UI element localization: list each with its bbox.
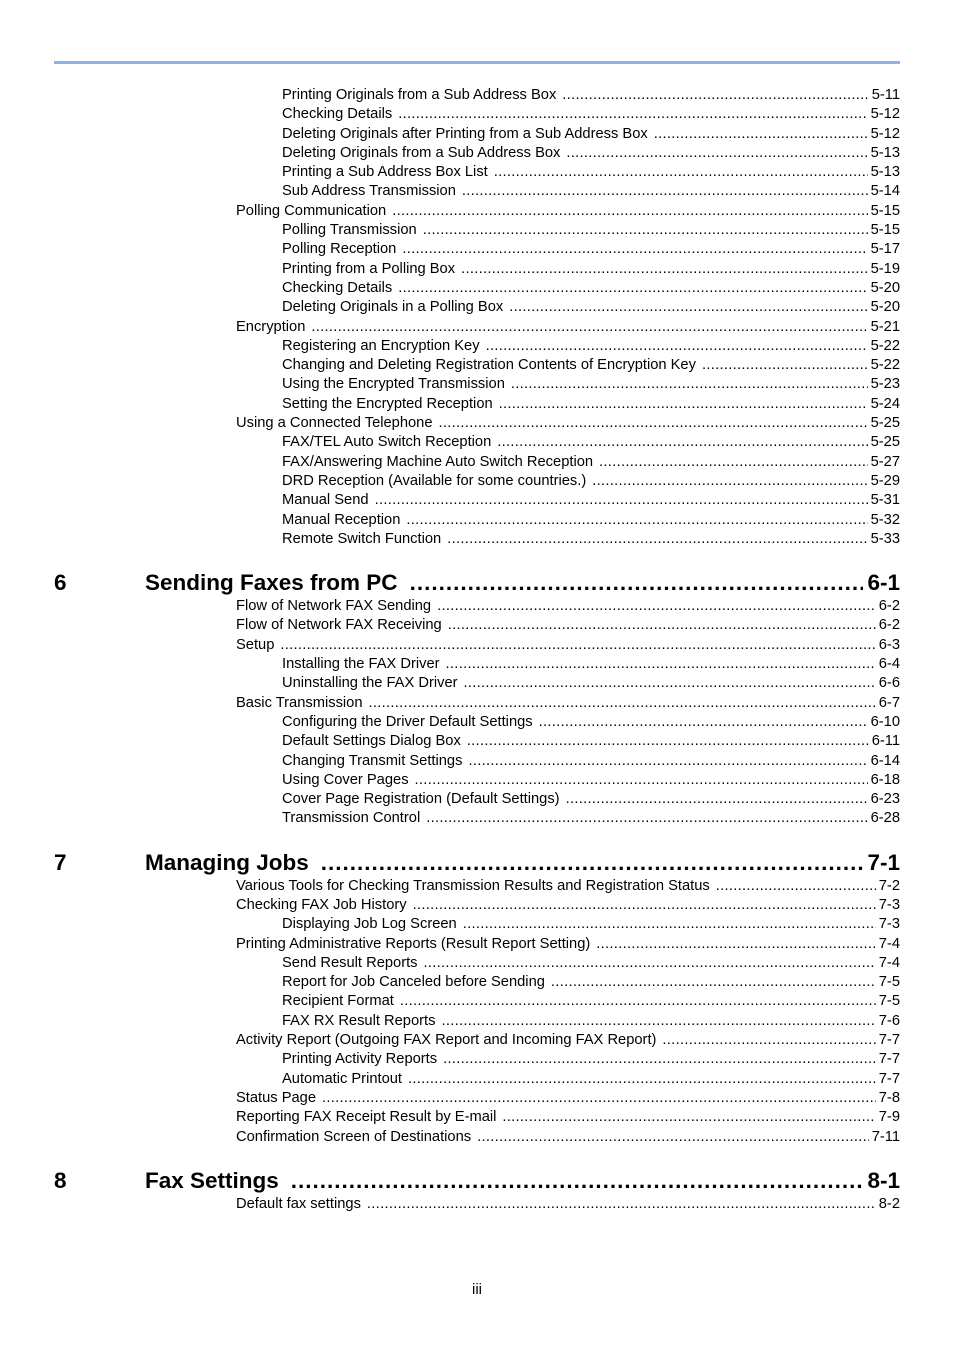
dot-leader (402, 240, 867, 259)
toc-entry-page: 6-6 (878, 675, 900, 692)
toc-subsection-entry[interactable] (282, 973, 900, 992)
dot-leader (447, 530, 867, 549)
dot-leader (566, 144, 867, 163)
dot-leader (423, 221, 868, 240)
toc-subsection-entry[interactable] (282, 182, 900, 201)
toc-section-entry[interactable] (236, 1031, 900, 1050)
dot-leader (446, 655, 876, 674)
chapter-page: 7-1 (867, 849, 900, 875)
toc-subsection-entry[interactable] (282, 674, 900, 693)
toc-subsection-entry[interactable] (282, 491, 900, 510)
toc-entry-title: Report for Job Canceled before Sending (282, 974, 545, 991)
chapter-title: Fax Settings (145, 1167, 279, 1193)
toc-entry-title: Status Page (236, 1089, 317, 1106)
toc-entry-page: 5-12 (870, 106, 900, 123)
dot-leader (424, 954, 876, 973)
toc-entry-title: Default fax settings (236, 1195, 361, 1212)
toc-entry-title: Displaying Job Log Screen (282, 916, 457, 933)
toc-chapter-heading[interactable] (54, 569, 900, 597)
dot-leader (592, 472, 867, 491)
toc-subsection-entry[interactable] (282, 752, 900, 771)
toc-entry-page: 5-25 (870, 434, 900, 451)
toc-entry-title: Using Cover Pages (282, 771, 409, 788)
toc-entry-page: 5-13 (870, 144, 900, 161)
toc-entry-title: Printing Administrative Reports (Result Report Setting) (236, 935, 591, 952)
toc-entry-title: Uninstalling the FAX Driver (282, 675, 458, 692)
toc-entry-page: 5-23 (870, 376, 900, 393)
toc-entry-title: Using the Encrypted Transmission (282, 376, 505, 393)
toc-subsection-entry[interactable] (282, 260, 900, 279)
dot-leader (562, 86, 868, 105)
dot-leader (375, 491, 868, 510)
toc-entry-page: 7-4 (878, 954, 900, 971)
toc-entry-page: 5-14 (870, 183, 900, 200)
toc-entry-title: Transmission Control (282, 810, 421, 827)
toc-section-entry[interactable] (236, 636, 900, 655)
toc-entry-title: DRD Reception (Available for some countries.) (282, 472, 587, 489)
dot-leader (494, 163, 868, 182)
toc-subsection-entry[interactable] (282, 105, 900, 124)
header-rule (54, 61, 900, 64)
dot-leader (463, 915, 876, 934)
toc-entry-page: 7-7 (878, 1051, 900, 1068)
toc-entry-page: 6-23 (870, 791, 900, 808)
toc-entry-title: Various Tools for Checking Transmission Results and Registration Status (236, 877, 710, 894)
toc-entry-page: 7-5 (878, 974, 900, 991)
dot-leader (437, 597, 876, 616)
toc-entry-page: 7-6 (878, 1012, 900, 1029)
toc-subsection-entry[interactable] (282, 375, 900, 394)
dot-leader (702, 356, 868, 375)
dot-leader (369, 694, 876, 713)
toc-section-entry[interactable] (236, 1195, 900, 1214)
toc-subsection-entry[interactable] (282, 240, 900, 259)
toc-entry-page: 5-20 (870, 299, 900, 316)
toc-entry-title: Manual Reception (282, 511, 401, 528)
toc-entry-title: Encryption (236, 318, 306, 335)
dot-leader (486, 337, 868, 356)
toc-entry-page: 5-25 (870, 415, 900, 432)
toc-entry-title: Changing Transmit Settings (282, 752, 463, 769)
dot-leader (509, 298, 867, 317)
toc-section-entry[interactable] (236, 616, 900, 635)
dot-leader (280, 636, 875, 655)
dot-leader (367, 1195, 876, 1214)
dot-leader (406, 511, 867, 530)
toc-entry-page: 7-5 (878, 993, 900, 1010)
toc-entry-page: 5-22 (870, 337, 900, 354)
toc-entry-page: 7-3 (878, 916, 900, 933)
dot-leader (415, 771, 868, 790)
toc-entry-page: 7-4 (878, 935, 900, 952)
toc-chapter-heading[interactable] (54, 849, 900, 877)
dot-leader (398, 279, 867, 298)
toc-subsection-entry[interactable] (282, 511, 900, 530)
toc-entry-title: Polling Reception (282, 241, 397, 258)
dot-leader (477, 1128, 869, 1147)
toc-entry-title: Checking Details (282, 279, 393, 296)
toc-subsection-entry[interactable] (282, 1012, 900, 1031)
dot-leader (511, 375, 868, 394)
toc-entry-title: Activity Report (Outgoing FAX Report and Incoming FAX Report) (236, 1032, 657, 1049)
toc-subsection-entry[interactable] (282, 125, 900, 144)
toc-entry-title: Deleting Originals in a Polling Box (282, 299, 504, 316)
toc-section-entry[interactable] (236, 877, 900, 896)
toc-section-entry[interactable] (236, 1128, 900, 1147)
toc-entry-title: Deleting Originals after Printing from a Sub Address Box (282, 125, 648, 142)
dot-leader (654, 125, 868, 144)
toc-entry-title: Remote Switch Function (282, 530, 442, 547)
toc-entry-page: 6-4 (878, 656, 900, 673)
toc-entry-title: Printing Activity Reports (282, 1051, 438, 1068)
toc-subsection-entry[interactable] (282, 954, 900, 973)
dot-leader (392, 202, 867, 221)
dot-leader (462, 182, 868, 201)
toc-subsection-entry[interactable] (282, 732, 900, 751)
dot-leader (497, 433, 867, 452)
toc-subsection-entry[interactable] (282, 915, 900, 934)
chapter-number: 6 (54, 570, 67, 596)
dot-leader (502, 1108, 875, 1127)
toc-entry-title: Polling Communication (236, 202, 387, 219)
toc-entry-page: 7-7 (878, 1070, 900, 1087)
toc-entry-title: Changing and Deleting Registration Contents of Encryption Key (282, 357, 696, 374)
chapter-number: 8 (54, 1167, 67, 1193)
toc-entry-page: 7-9 (878, 1109, 900, 1126)
toc-entry-page: 5-12 (870, 125, 900, 142)
toc-entry-page: 7-7 (878, 1032, 900, 1049)
toc-entry-page: 6-18 (870, 771, 900, 788)
dot-leader (551, 973, 876, 992)
toc-entry-title: Recipient Format (282, 993, 394, 1010)
toc-entry-page: 5-17 (870, 241, 900, 258)
table-of-contents (0, 86, 954, 1214)
toc-section-entry[interactable] (236, 896, 900, 915)
dot-leader (464, 674, 876, 693)
dot-leader (413, 896, 876, 915)
dot-leader (322, 1089, 876, 1108)
toc-entry-page: 6-2 (878, 617, 900, 634)
toc-entry-page: 5-19 (870, 260, 900, 277)
toc-subsection-entry[interactable] (282, 395, 900, 414)
toc-section-entry[interactable] (236, 1108, 900, 1127)
toc-subsection-entry[interactable] (282, 356, 900, 375)
dot-leader (539, 713, 868, 732)
toc-subsection-entry[interactable] (282, 1070, 900, 1089)
toc-section-entry[interactable] (236, 318, 900, 337)
dot-leader (321, 849, 864, 877)
toc-entry-page: 7-2 (878, 877, 900, 894)
toc-entry-title: Setup (236, 636, 275, 653)
dot-leader (443, 1050, 876, 1069)
toc-subsection-entry[interactable] (282, 163, 900, 182)
dot-leader (599, 453, 868, 472)
toc-entry-title: Registering an Encryption Key (282, 337, 480, 354)
toc-entry-page: 5-33 (870, 530, 900, 547)
toc-section-entry[interactable] (236, 202, 900, 221)
dot-leader (448, 616, 876, 635)
toc-entry-title: Checking FAX Job History (236, 896, 407, 913)
toc-entry-page: 7-8 (878, 1089, 900, 1106)
chapter-spacer (0, 829, 954, 849)
toc-entry-page: 7-11 (871, 1128, 900, 1145)
toc-entry-title: Cover Page Registration (Default Settings) (282, 791, 560, 808)
dot-leader (566, 790, 868, 809)
toc-section-entry[interactable] (236, 414, 900, 433)
dot-leader (499, 395, 868, 414)
toc-entry-page: 6-14 (870, 752, 900, 769)
toc-entry-title: Printing a Sub Address Box List (282, 164, 488, 181)
toc-entry-page: 5-13 (870, 164, 900, 181)
dot-leader (400, 992, 876, 1011)
toc-entry-title: Printing Originals from a Sub Address Box (282, 87, 557, 103)
toc-entry-page: 5-24 (870, 395, 900, 412)
toc-entry-title: Checking Details (282, 106, 393, 123)
toc-subsection-entry[interactable] (282, 144, 900, 163)
toc-subsection-entry[interactable] (282, 279, 900, 298)
toc-entry-page: 5-15 (870, 202, 900, 219)
toc-subsection-entry[interactable] (282, 1050, 900, 1069)
toc-entry-title: Default Settings Dialog Box (282, 733, 461, 750)
dot-leader (426, 809, 867, 828)
toc-entry-page: 6-28 (870, 810, 900, 827)
dot-leader (441, 1012, 875, 1031)
toc-subsection-entry[interactable] (282, 809, 900, 828)
dot-leader (398, 105, 867, 124)
toc-entry-page: 5-32 (870, 511, 900, 528)
dot-leader (662, 1031, 875, 1050)
chapter-title: Managing Jobs (145, 849, 309, 875)
toc-section-entry[interactable] (236, 935, 900, 954)
toc-entry-title: Deleting Originals from a Sub Address Box (282, 144, 561, 161)
toc-entry-title: Setting the Encrypted Reception (282, 395, 493, 412)
toc-subsection-entry[interactable] (282, 472, 900, 491)
dot-leader (408, 1070, 876, 1089)
toc-entry-title: Installing the FAX Driver (282, 656, 440, 673)
toc-entry-page: 7-3 (878, 896, 900, 913)
toc-entry-page: 5-15 (870, 222, 900, 239)
toc-subsection-entry[interactable] (282, 771, 900, 790)
toc-entry-page: 6-10 (870, 713, 900, 730)
toc-subsection-entry[interactable] (282, 655, 900, 674)
toc-entry-page: 5-20 (870, 279, 900, 296)
toc-subsection-entry[interactable] (282, 86, 900, 105)
toc-entry-title: Confirmation Screen of Destinations (236, 1128, 472, 1145)
toc-entry-page: 8-2 (878, 1195, 900, 1212)
toc-subsection-entry[interactable] (282, 713, 900, 732)
chapter-spacer (0, 549, 954, 569)
toc-subsection-entry[interactable] (282, 992, 900, 1011)
toc-entry-title: Configuring the Driver Default Settings (282, 713, 533, 730)
toc-entry-page: 6-3 (878, 636, 900, 653)
toc-entry-page: 5-29 (870, 472, 900, 489)
toc-subsection-entry[interactable] (282, 453, 900, 472)
toc-entry-title: Polling Transmission (282, 222, 417, 239)
chapter-title: Sending Faxes from PC (145, 570, 398, 596)
toc-entry-page: 5-31 (870, 492, 900, 509)
toc-section-entry[interactable] (236, 1089, 900, 1108)
toc-entry-title: Basic Transmission (236, 694, 363, 711)
toc-subsection-entry[interactable] (282, 298, 900, 317)
chapter-spacer (0, 1147, 954, 1167)
chapter-page: 8-1 (867, 1167, 900, 1193)
dot-leader (439, 414, 868, 433)
toc-chapter-heading[interactable] (54, 1167, 900, 1195)
dot-leader (311, 318, 867, 337)
toc-entry-title: Manual Send (282, 492, 369, 509)
chapter-page: 6-1 (867, 570, 900, 596)
toc-subsection-entry[interactable] (282, 337, 900, 356)
toc-subsection-entry[interactable] (282, 221, 900, 240)
page-number: iii (472, 1281, 482, 1298)
dot-leader (467, 732, 869, 751)
toc-entry-page: 6-11 (871, 733, 900, 750)
dot-leader (468, 752, 867, 771)
toc-entry-title: Flow of Network FAX Receiving (236, 617, 442, 634)
toc-subsection-entry[interactable] (282, 530, 900, 549)
toc-entry-page: 5-27 (870, 453, 900, 470)
toc-entry-title: FAX/TEL Auto Switch Reception (282, 434, 492, 451)
toc-subsection-entry[interactable] (282, 433, 900, 452)
dot-leader (410, 569, 864, 597)
toc-entry-title: Automatic Printout (282, 1070, 403, 1087)
toc-entry-title: Reporting FAX Receipt Result by E-mail (236, 1109, 497, 1126)
toc-entry-page: 5-22 (870, 357, 900, 374)
dot-leader (596, 935, 875, 954)
toc-subsection-entry[interactable] (282, 790, 900, 809)
toc-section-entry[interactable] (236, 694, 900, 713)
toc-entry-page: 5-21 (870, 318, 900, 335)
toc-entry-title: FAX/Answering Machine Auto Switch Reception (282, 453, 594, 470)
toc-entry-page: 6-7 (878, 694, 900, 711)
toc-entry-title: Sub Address Transmission (282, 183, 456, 200)
toc-entry-title: Flow of Network FAX Sending (236, 598, 432, 615)
toc-entry-page: 6-2 (878, 598, 900, 615)
toc-entry-title: FAX RX Result Reports (282, 1012, 436, 1029)
toc-entry-title: Send Result Reports (282, 954, 418, 971)
toc-entry-title: Using a Connected Telephone (236, 415, 433, 432)
dot-leader (716, 877, 876, 896)
toc-entry-page: 5-11 (871, 87, 900, 103)
toc-entry-title: Printing from a Polling Box (282, 260, 456, 277)
toc-section-entry[interactable] (236, 597, 900, 616)
dot-leader (461, 260, 868, 279)
dot-leader (291, 1167, 864, 1195)
chapter-number: 7 (54, 849, 67, 875)
